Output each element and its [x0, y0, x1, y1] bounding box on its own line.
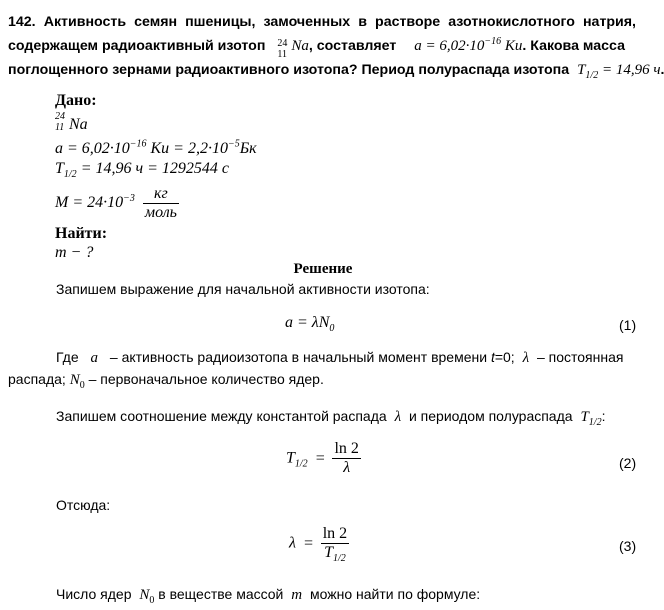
equation-2: $T_{1/2}$ = $\frac{\ln 2}{\lambda}$: [286, 440, 359, 476]
solution-paragraph-2-line-2: распада; $N_0$ – первоначальное количество ядер.: [8, 371, 324, 391]
activity-expression: $a = 6,02\cdot 10^{-16}$ Ки: [414, 36, 523, 54]
problem-line-3a: поглощенного зернами радиоактивного изотопа? Период полураспада изотопа: [8, 62, 570, 78]
isotope-symbol: 24 11: [277, 38, 288, 60]
given-activity: $a = 6,02\cdot 10^{-16}$ Ки = $2,2\cdot 10^{-5}Бк$: [55, 138, 257, 157]
equation-1-number: (1): [619, 317, 637, 333]
given-half-life: $T_{1/2} = 14,96$ ч = 1292544 с: [55, 160, 230, 181]
equation-3: λ = $\frac{\ln 2}{T_{1/2}}$: [289, 525, 348, 565]
find-value: m − ?: [55, 244, 94, 261]
solution-paragraph-3: Запишем соотношение между константой распада λ и периодом полураспада $T_{1/2}$:: [56, 408, 606, 428]
problem-line-2a: содержащем радиоактивный изотоп: [8, 38, 266, 54]
solution-paragraph-1: Запишем выражение для начальной активности изотопа:: [56, 281, 430, 297]
find-heading: Найти:: [55, 225, 108, 242]
solution-paragraph-4: Отсюда:: [56, 497, 111, 513]
given-isotope: 24 11 Na: [55, 111, 88, 133]
given-molar-mass: $M = 24\cdot 10^{-3}$ $\frac{кг}{\text{моль}}$: [55, 185, 177, 221]
problem-line-1: Активность семян пшеницы, замоченных в растворе азотнокислотного натрия,: [43, 14, 637, 30]
equation-2-number: (2): [619, 455, 637, 471]
problem-statement: [8, 10, 661, 82]
problem-line-2c: . Какова масса: [522, 38, 625, 54]
problem-line-2b: , составляет: [308, 38, 397, 54]
solution-paragraph-5: Число ядер $N_0$ в веществе массой m можно найти по формуле:: [56, 586, 481, 606]
solution-heading: Решение: [293, 261, 353, 277]
solution-paragraph-2-line-1: Где a – активность радиоизотопа в начальный момент времени t=0; λ – постоянная: [56, 349, 624, 366]
half-life-expression: $T_{1/2} = 14,96$ ч: [577, 62, 661, 81]
isotope-na: Na: [291, 38, 309, 54]
equation-1: $a = \lambda N_0$: [285, 314, 335, 335]
equation-3-number: (3): [619, 538, 637, 554]
problem-number: 142.: [8, 14, 36, 30]
given-heading: Дано:: [55, 92, 97, 109]
